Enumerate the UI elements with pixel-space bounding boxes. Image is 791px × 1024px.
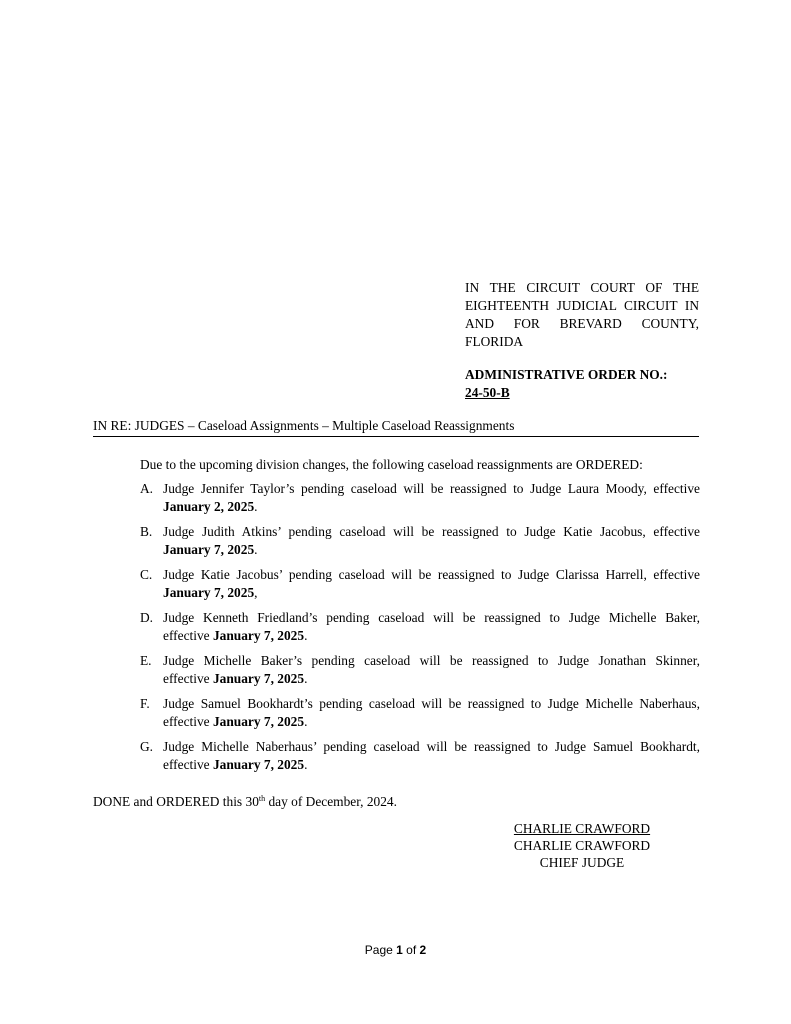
list-item xyxy=(140,652,700,688)
item-text: Judge Michelle Naberhaus’ pending caseload will be reassigned to Judge Samuel Bookhardt, xyxy=(163,739,700,754)
in-re-heading: IN RE: JUDGES – Caseload Assignments – Multiple Caseload Reassignments xyxy=(93,417,699,437)
item-post: . xyxy=(304,671,308,686)
item-post: . xyxy=(304,628,308,643)
item-pre: effective xyxy=(163,671,213,686)
signature: CHARLIE CRAWFORD xyxy=(513,821,651,836)
total-pages: 2 xyxy=(419,943,427,957)
done-text: DONE and ORDERED this 30 xyxy=(93,794,259,809)
item-text: Judge Judith Atkins’ pending caseload will be reassigned to Judge Katie Jacobus, effective xyxy=(163,524,700,539)
court-caption-line: FLORIDA xyxy=(465,334,524,349)
signer-name: CHARLIE CRAWFORD xyxy=(513,838,651,853)
item-date: January 7, 2025 xyxy=(212,714,305,729)
item-letter: D. xyxy=(140,610,154,625)
item-post: , xyxy=(254,585,258,600)
signature-block xyxy=(505,820,659,871)
item-date: January 2, 2025 xyxy=(163,499,255,514)
court-caption-line: AND FOR BREVARD COUNTY, xyxy=(465,316,699,331)
item-post: . xyxy=(304,714,308,729)
court-caption-line: EIGHTEENTH JUDICIAL CIRCUIT IN xyxy=(465,298,699,313)
item-date: January 7, 2025 xyxy=(163,585,255,600)
list-item xyxy=(140,523,700,559)
intro-paragraph: Due to the upcoming division changes, the following caseload reassignments are ORDERED: xyxy=(140,457,643,472)
item-date: January 7, 2025 xyxy=(212,671,305,686)
item-letter: F. xyxy=(140,696,150,711)
item-date: January 7, 2025 xyxy=(163,542,255,557)
item-pre: effective xyxy=(163,714,213,729)
ordinal-suffix: th xyxy=(258,794,266,803)
administrative-order-number xyxy=(465,366,705,402)
item-text: Judge Kenneth Friedland’s pending caseload will be reassigned to Judge Michelle Baker, xyxy=(163,610,700,625)
reassignment-list xyxy=(140,480,700,774)
item-text: Judge Samuel Bookhardt’s pending caseload will be reassigned to Judge Michelle Naberhaus, xyxy=(163,696,700,711)
item-text: Judge Katie Jacobus’ pending caseload will be reassigned to Judge Clarissa Harrell, effective xyxy=(163,567,700,582)
item-letter: B. xyxy=(140,524,153,539)
done-and-ordered xyxy=(93,793,593,811)
item-date: January 7, 2025 xyxy=(212,757,305,772)
item-pre: effective xyxy=(163,757,213,772)
order-label: ADMINISTRATIVE ORDER NO.: xyxy=(465,367,668,382)
item-text: Judge Michelle Baker’s pending caseload will be reassigned to Judge Jonathan Skinner, xyxy=(163,653,700,668)
item-text: Judge Jennifer Taylor’s pending caseload will be reassigned to Judge Laura Moody, effective xyxy=(163,481,700,496)
page-word: Page xyxy=(364,943,397,957)
order-number: 24-50-B xyxy=(465,385,510,400)
court-caption-line: IN THE CIRCUIT COURT OF THE xyxy=(465,280,699,295)
list-item xyxy=(140,566,700,602)
list-item xyxy=(140,738,700,774)
item-letter: E. xyxy=(140,653,152,668)
item-date: January 7, 2025 xyxy=(212,628,305,643)
item-pre: effective xyxy=(163,628,213,643)
list-item xyxy=(140,609,700,645)
current-page: 1 xyxy=(396,943,403,957)
list-item xyxy=(140,480,700,516)
court-caption xyxy=(465,279,699,351)
item-letter: G. xyxy=(140,739,154,754)
item-post: . xyxy=(254,499,258,514)
done-text-end: day of December, 2024. xyxy=(265,794,397,809)
of-word: of xyxy=(402,943,420,957)
list-item xyxy=(140,695,700,731)
item-post: . xyxy=(254,542,258,557)
signer-title: CHIEF JUDGE xyxy=(539,855,625,870)
item-letter: C. xyxy=(140,567,153,582)
page-number-footer xyxy=(0,943,791,957)
item-letter: A. xyxy=(140,481,154,496)
item-post: . xyxy=(304,757,308,772)
